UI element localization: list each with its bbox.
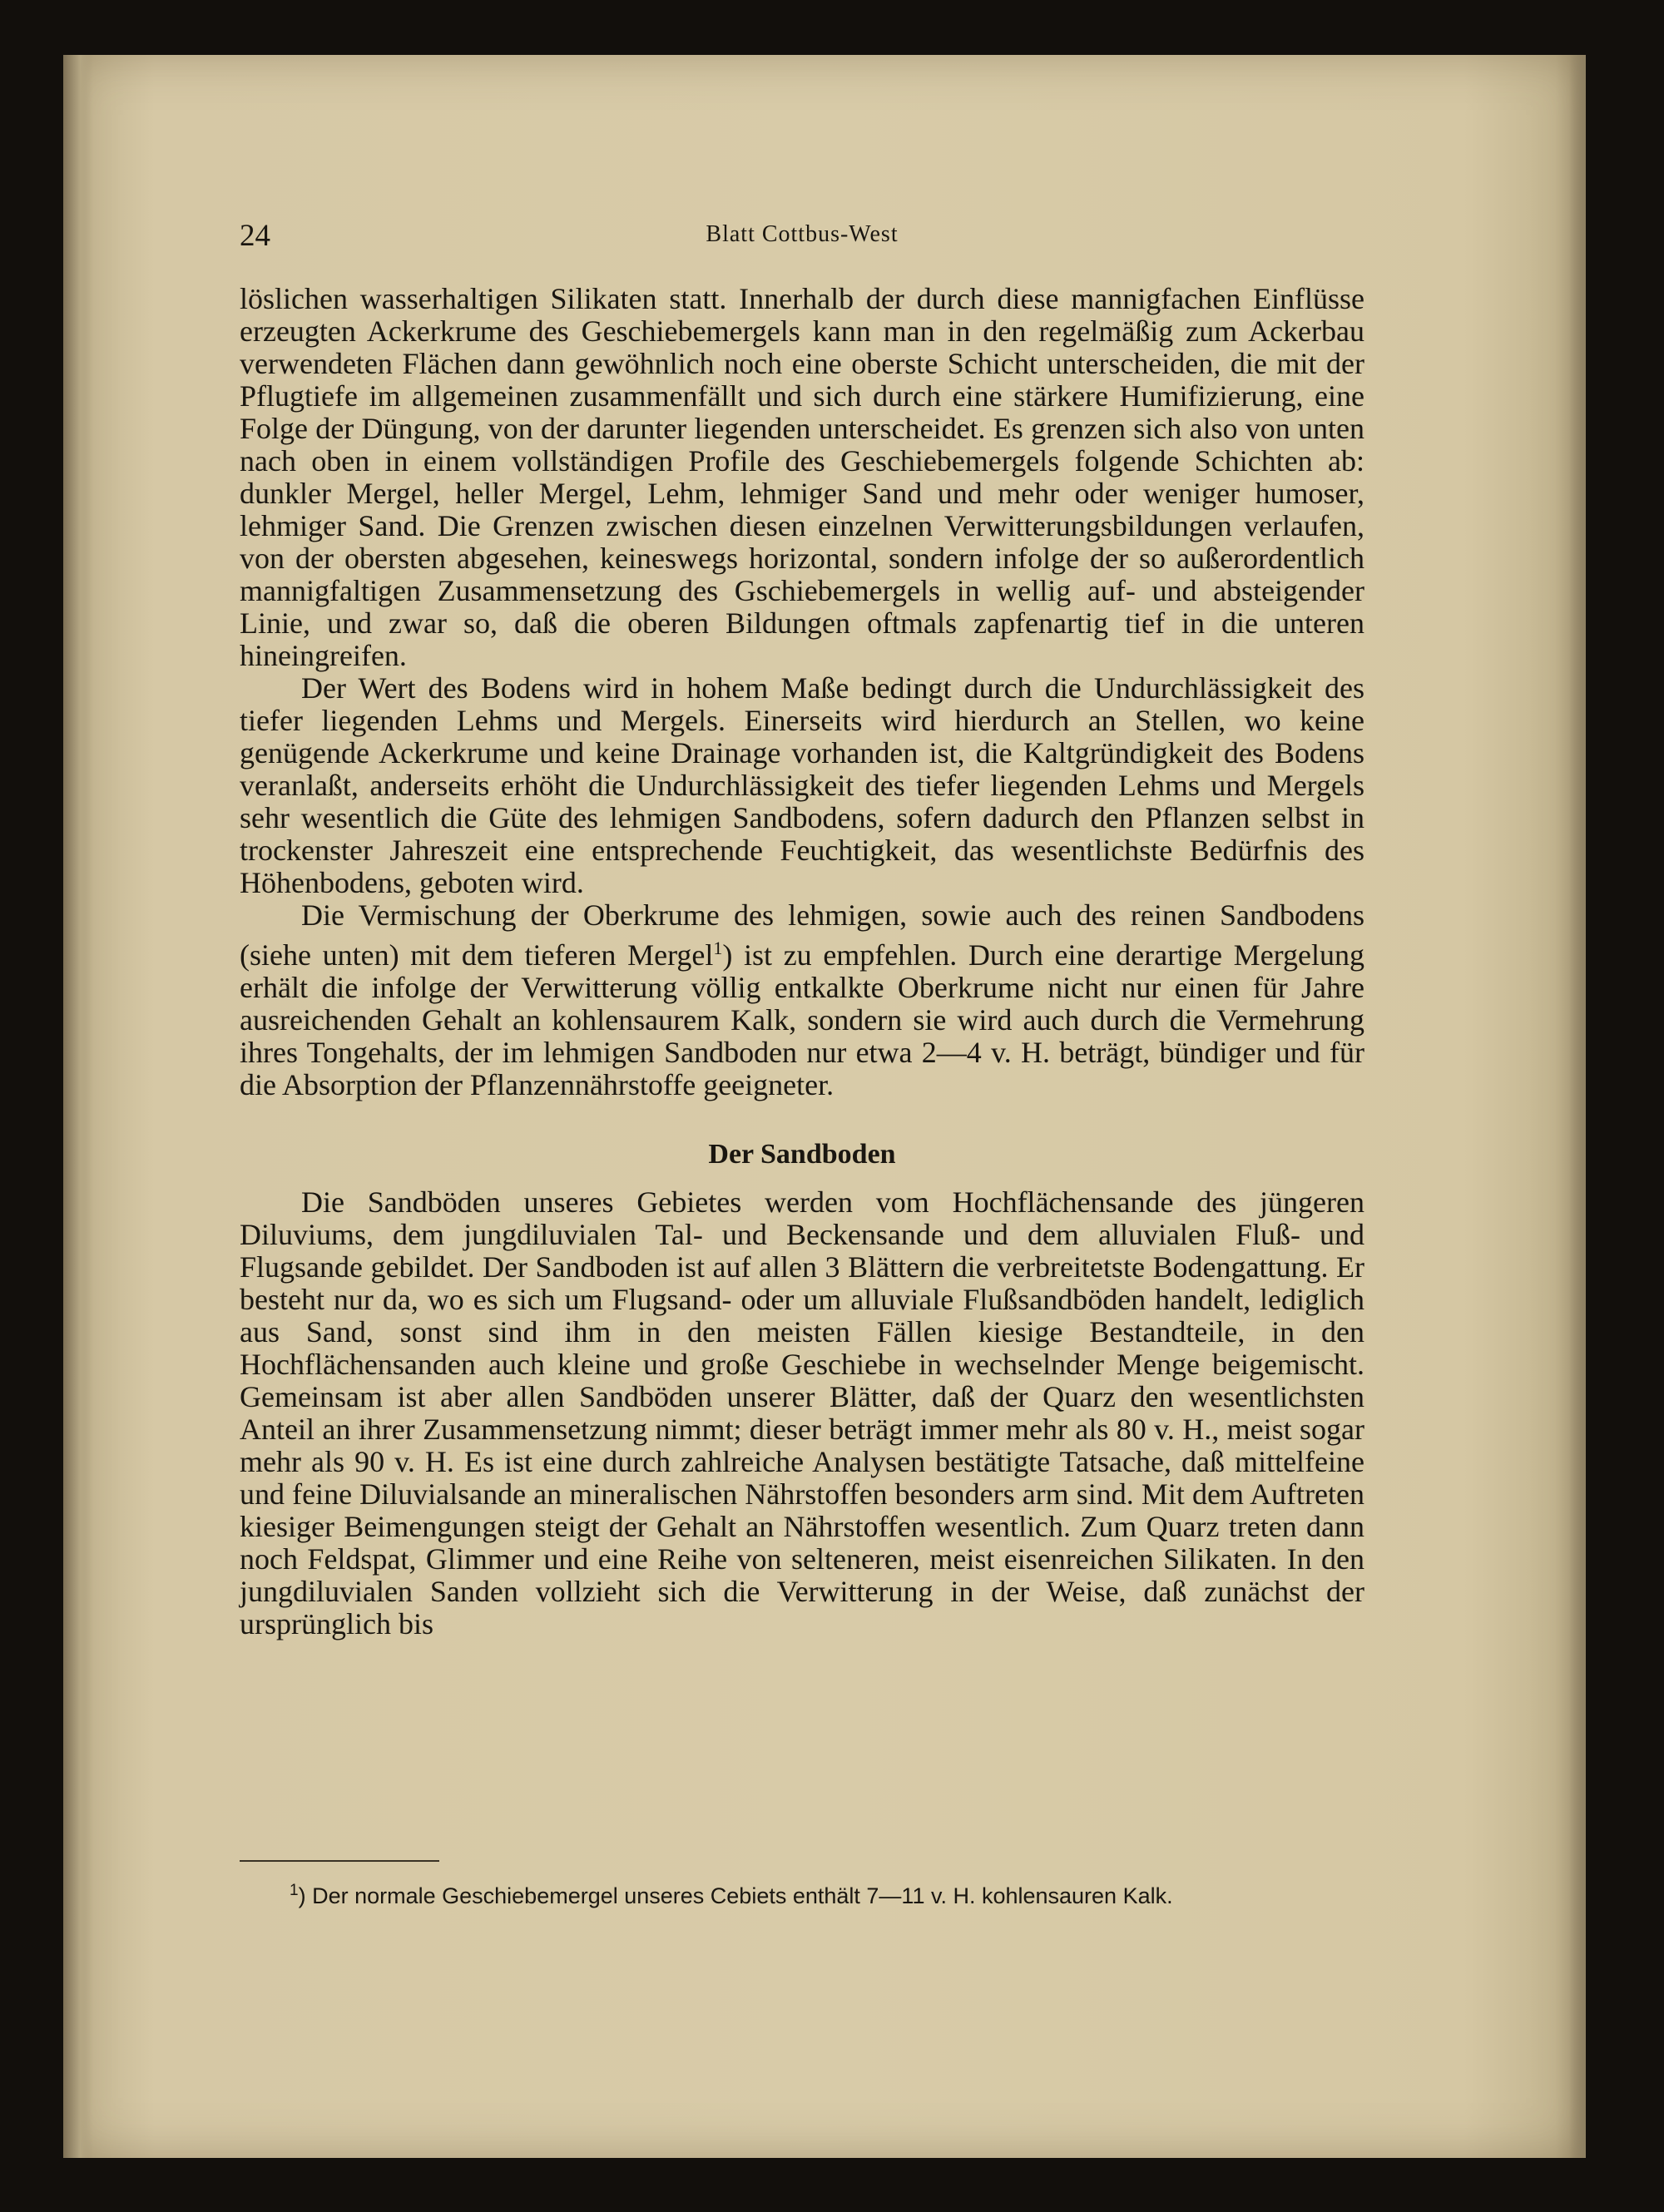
page-number: 24	[240, 219, 270, 253]
paragraph-text: ) ist zu empfehlen. Durch eine derartige Mergelung erhält die infolge der Verwitterung völlig entkalkte Oberkrume nicht nur einen für Jahre ausreichenden Gehalt an kohlensaurem Kalk, sondern sie wird auch durch die Vermehrung ihres Tongehalts, der im lehmigen Sandboden nur etwa 2—4 v. H. beträgt, bündiger und für die Absorption der Pflanzennährstoffe geeigneter.	[240, 938, 1364, 1101]
binding-edge	[63, 55, 92, 2158]
footnote-text: ) Der normale Geschiebemergel unseres Cebiets enthält 7—11 v. H. kohlensauren Kalk.	[298, 1883, 1173, 1908]
footnote-mark: 1	[290, 1882, 299, 1899]
page-edge	[1569, 55, 1586, 2158]
footnote-rule	[240, 1860, 439, 1862]
body-text	[240, 283, 1364, 1640]
running-head	[240, 218, 1364, 258]
paragraph-mergelung	[240, 899, 1364, 1101]
footnote	[240, 1877, 1364, 1910]
running-title: Blatt Cottbus-West	[706, 221, 899, 247]
footnote-reference: 1	[713, 938, 723, 958]
paragraph-sandboden: Die Sandböden unseres Gebietes werden vom Hochflächensande des jüngeren Diluviums, dem jungdiluvialen Tal- und Beckensande und dem alluvialen Fluß- und Flugsande gebildet. Der Sandboden ist auf allen 3 Blättern die verbreitetste Bodengattung. Er besteht nur da, wo es sich um Flugsand- oder um alluviale Flußsandböden handelt, lediglich aus Sand, sonst sind ihm in den meisten Fällen kiesige Bestandteile, in den Hochflächensanden auch kleine und große Geschiebe in wechselnder Menge beigemischt. Gemeinsam ist aber allen Sandböden unserer Blätter, daß der Quarz den wesentlichsten Anteil an ihrer Zusammensetzung nimmt; dieser beträgt immer mehr als 80 v. H., meist sogar mehr als 90 v. H. Es ist eine durch zahlreiche Analysen bestätigte Tatsache, daß mittelfeine und feine Diluvialsande an mineralischen Nährstoffen besonders arm sind. Mit dem Auftreten kiesiger Beimengungen steigt der Gehalt an Nährstoffen wesentlich. Zum Quarz treten dann noch Feldspat, Glimmer und eine Reihe von selteneren, meist eisenreichen Silikaten. In den jungdiluvialen Sanden vollzieht sich die Verwitterung in der Weise, daß zunächst der ursprünglich bis	[240, 1185, 1364, 1640]
paragraph-text: Die Vermischung der Oberkrume des lehmigen, sowie auch des reinen Sandbodens (siehe unten) mit dem tieferen Mergel	[240, 898, 1364, 972]
paragraph-soil-value: Der Wert des Bodens wird in hohem Maße bedingt durch die Undurchlässigkeit des tiefer liegenden Lehms und Mergels. Einerseits wird hierdurch an Stellen, wo keine genügende Ackerkrume und keine Drainage vorhanden ist, die Kaltgründigkeit des Bodens veranlaßt, anderseits erhöht die Undurchlässigkeit des tiefer liegenden Lehms und Mergels sehr wesentlich die Güte des lehmigen Sandbodens, sofern dadurch den Pflanzen selbst in trockenster Jahreszeit eine entsprechende Feuchtigkeit, das wesentlichste Bedürfnis des Höhenbodens, geboten wird.	[240, 671, 1364, 899]
paragraph-continuation: löslichen wasserhaltigen Silikaten statt. Innerhalb der durch diese mannigfachen Einflüsse erzeugten Ackerkrume des Geschiebemergels kann man in den regelmäßig zum Ackerbau verwendeten Flächen dann gewöhnlich noch eine oberste Schicht unterscheiden, die mit der Pflugtiefe im allgemeinen zusammenfällt und sich durch eine stärkere Humifizierung, eine Folge der Düngung, von der darunter liegenden unterscheidet. Es grenzen sich also von unten nach oben in einem vollständigen Profile des Geschiebemergels folgende Schichten ab: dunkler Mergel, heller Mergel, Lehm, lehmiger Sand und mehr oder weniger humoser, lehmiger Sand. Die Grenzen zwischen diesen einzelnen Verwitterungsbildungen verlaufen, von der obersten abgesehen, keineswegs horizontal, sondern infolge der so außerordentlich mannigfaltigen Zusammensetzung des Gschiebemergels in wellig auf- und absteigender Linie, und zwar so, daß die oberen Bildungen oftmals zapfenartig tief in die unteren hineingreifen.	[240, 282, 1364, 672]
section-heading: Der Sandboden	[708, 1139, 896, 1170]
